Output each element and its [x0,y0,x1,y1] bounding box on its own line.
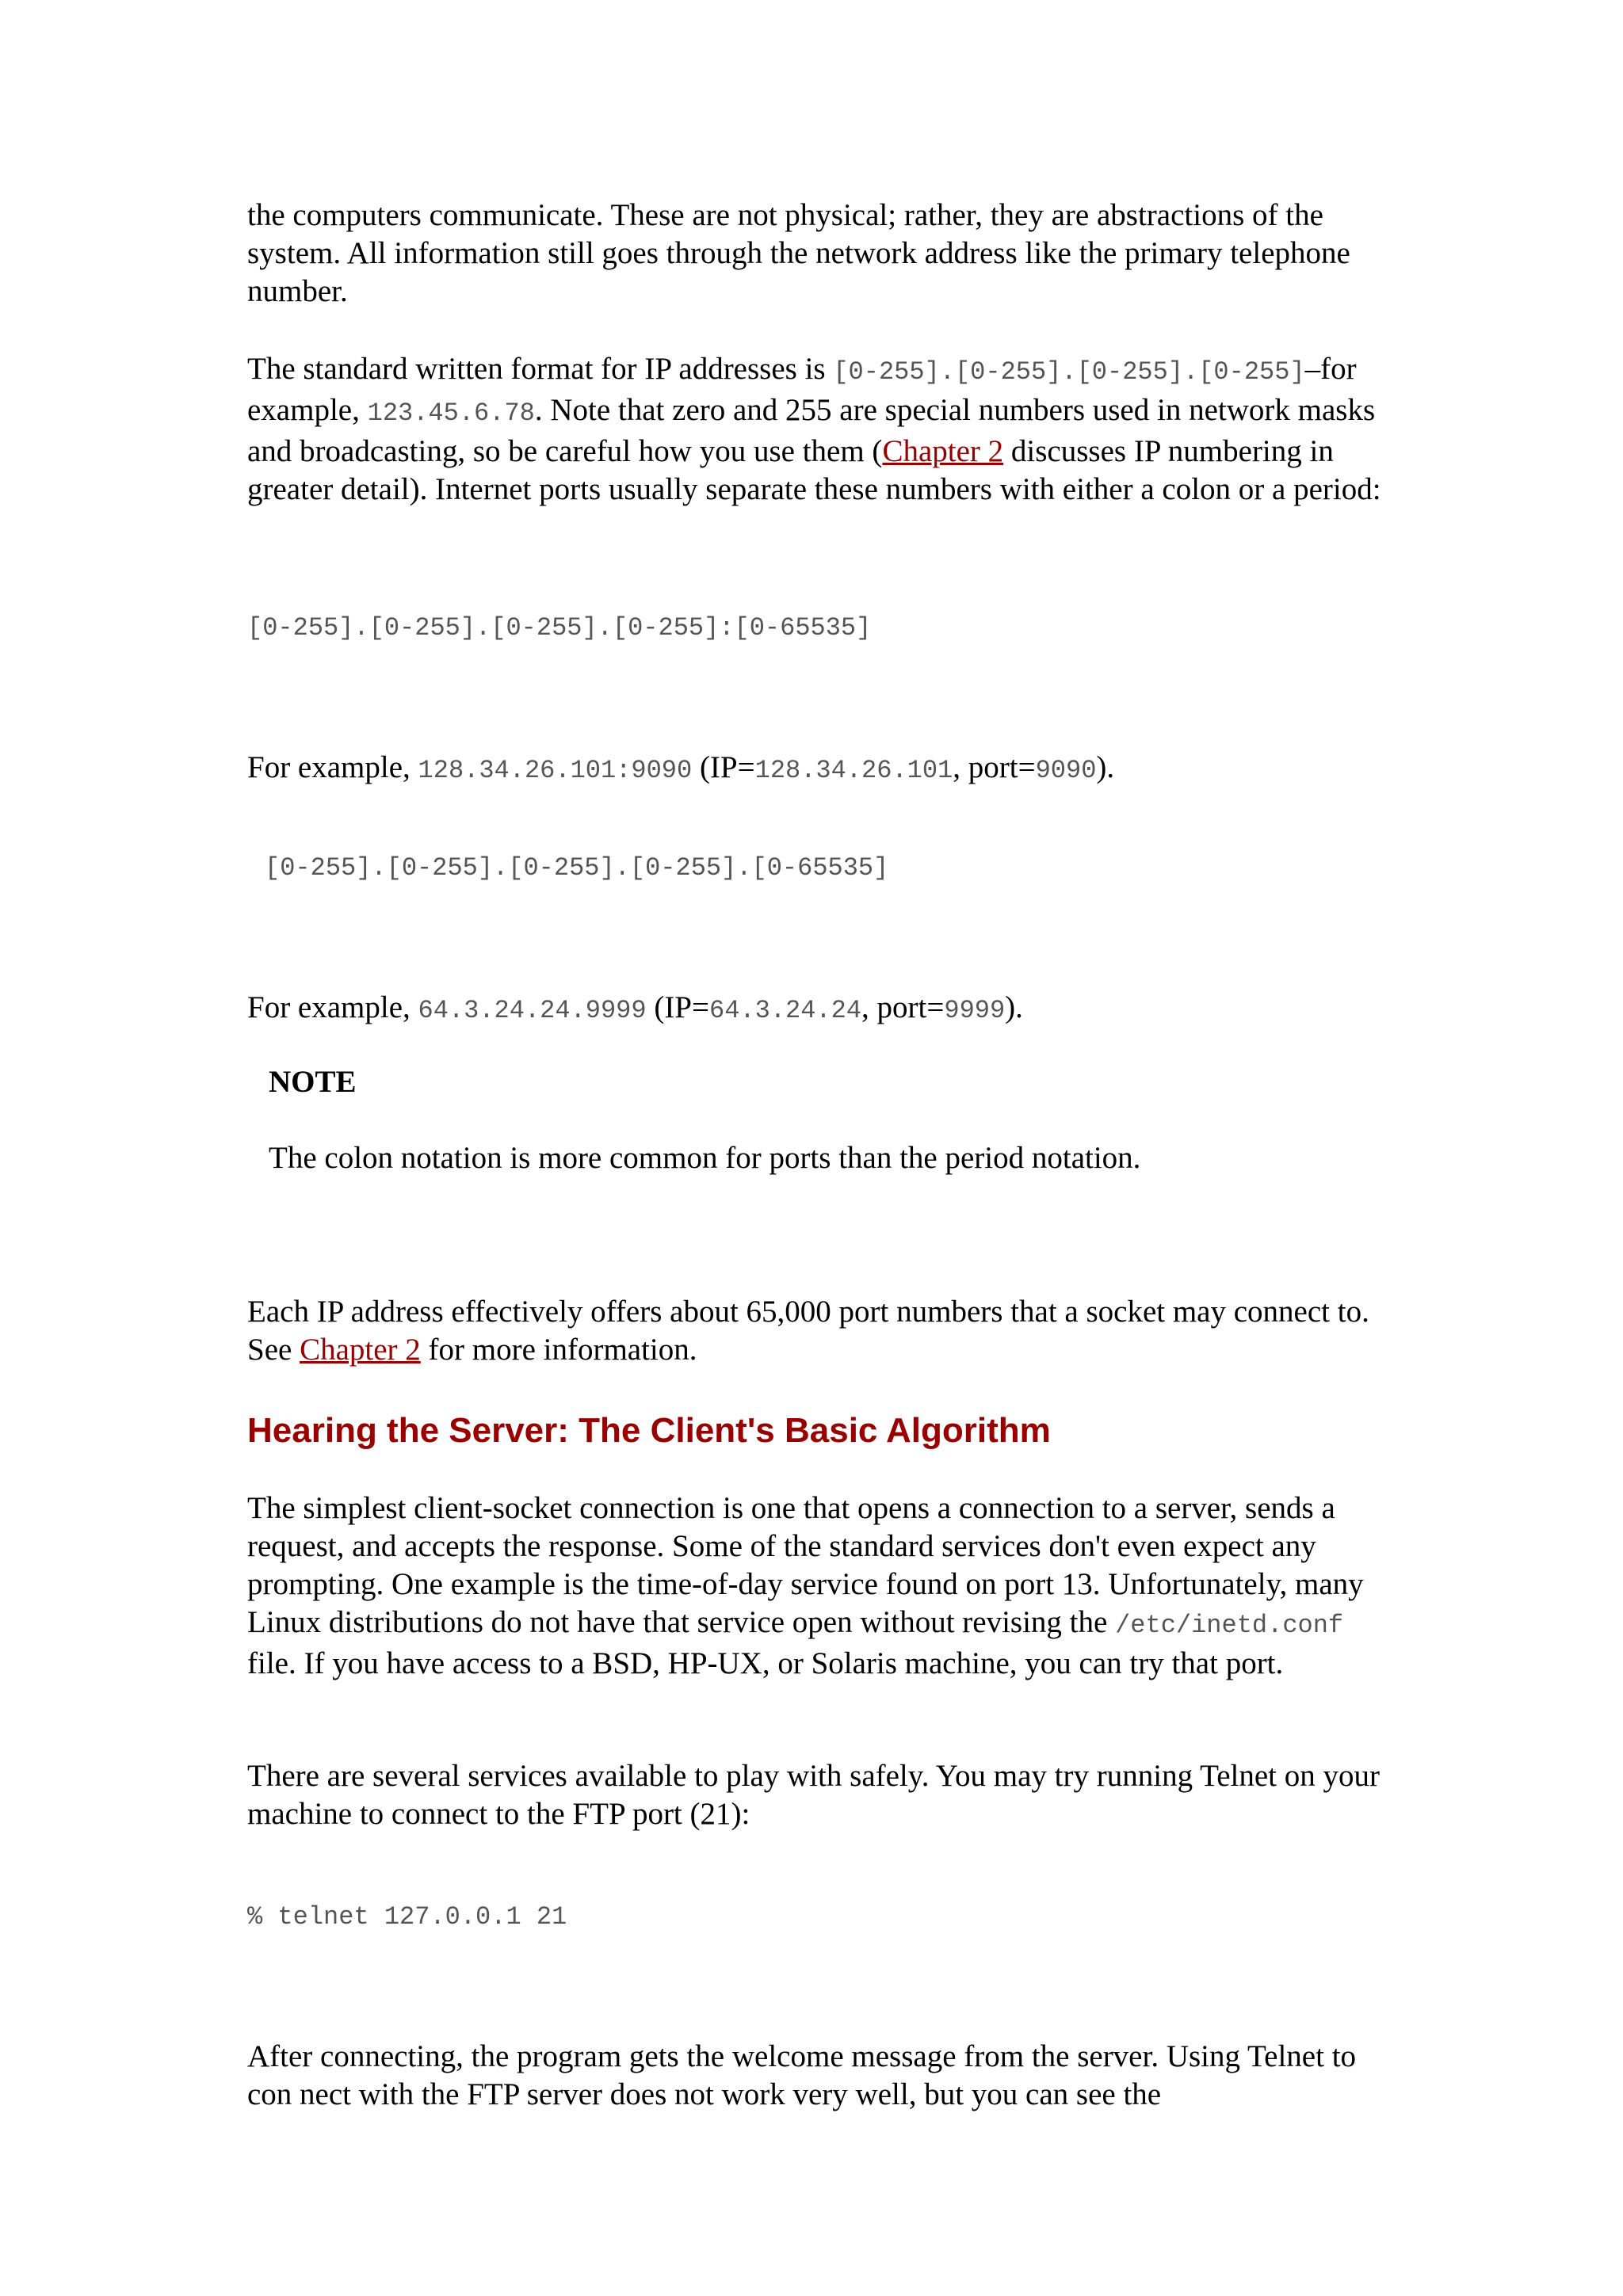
inline-code-ip-format: [0-255].[0-255].[0-255].[0-255] [833,357,1305,387]
paragraph-ip-format: The standard written format for IP addresses is [0-255].[0-255].[0-255].[0-255]–for example, 123.45.6.78. Note that zero and 255 are special numbers used in network masks and broadcasting, so be careful how you use them (Chapter 2 discusses IP numbering in greater detail). Internet ports usually separate these numbers with either a colon or a period: [247,352,1381,506]
inline-code-address-port: 128.34.26.101:9090 [418,756,693,785]
section-heading: Hearing the Server: The Client's Basic Algorithm [247,1411,1051,1450]
paragraph-period-example: For example, 64.3.24.24.9999 (IP=64.3.24.24, port=9999). [247,990,1023,1025]
inline-code-address-port: 64.3.24.24.9999 [418,996,647,1025]
note-text: The colon notation is more common for ports than the period notation. [269,1141,1141,1175]
inline-code-ip: 64.3.24.24 [709,996,862,1025]
inline-code-ip: 128.34.26.101 [754,756,953,785]
chapter-2-link[interactable]: Chapter 2 [882,434,1004,468]
paragraph-simplest-client: The simplest client-socket connection is one that opens a connection to a server, sends a request, and accepts the response. Some of the standard services don't even expect any prompting. One example is the time-of-day service found on port 13. Unfortunately, many Linux distributions do not have that service open without revising the /etc/inetd.conf file. If you have access to a BSD, HP-UX, or Solaris machine, you can try that port. [247,1491,1364,1680]
paragraph-colon-example: For example, 128.34.26.101:9090 (IP=128.34.26.101, port=9090). [247,750,1115,785]
code-block-period-format: [0-255].[0-255].[0-255].[0-255].[0-65535] [265,853,889,883]
paragraph-services: There are several services available to play with safely. You may try running Telnet on your machine to connect to the FTP port (21): [247,1759,1381,1831]
inline-code-inetd-path: /etc/inetd.conf [1115,1611,1344,1640]
paragraph-abstractions: the computers communicate. These are not physical; rather, they are abstractions of the system. All information still goes through the network address like the primary telephone number. [247,198,1350,308]
inline-code-ip-example: 123.45.6.78 [367,399,535,428]
code-block-colon-format: [0-255].[0-255].[0-255].[0-255]:[0-65535] [247,613,872,643]
inline-code-port: 9090 [1035,756,1097,785]
note-title: NOTE [269,1065,357,1099]
paragraph-port-count: Each IP address effectively offers about 65,000 port numbers that a socket may connect to. See Chapter 2 for more information. [247,1295,1369,1367]
paragraph-after-connecting: After connecting, the program gets the welcome message from the server. Using Telnet to con nect with the FTP server does not work very well, but you can see the [247,2039,1357,2111]
chapter-2-link[interactable]: Chapter 2 [300,1333,421,1367]
inline-code-port: 9999 [944,996,1006,1025]
code-block-telnet: % telnet 127.0.0.1 21 [247,1902,567,1932]
